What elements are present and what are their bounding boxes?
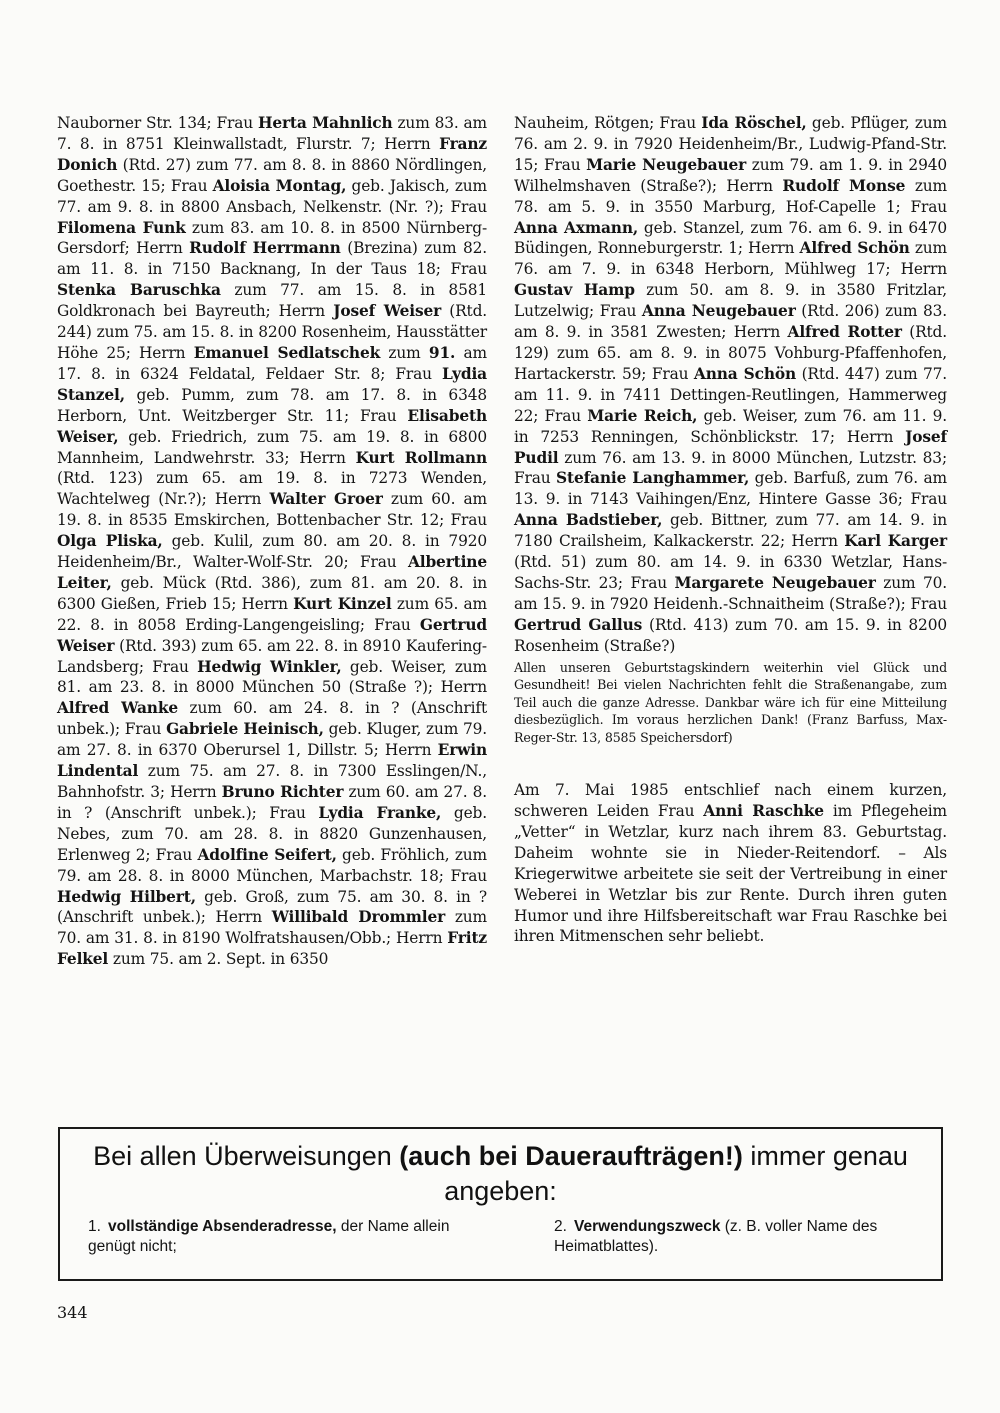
person-name: Alfred Schön <box>799 239 910 258</box>
person-name: Kurt Rollmann <box>355 448 487 467</box>
birthday-list-left <box>57 113 487 970</box>
entry-text: geb. Friedrich, zum 75. am 19. 8. in 6800 Mannheim, Landwehrstr. 33; Herrn <box>57 427 487 467</box>
entry-text: zum 60. am 19. 8. in 8535 Emskirchen, Bottenbacher Str. 12; Frau <box>57 490 487 530</box>
entry-text: Nauheim, Rötgen; Frau <box>514 114 702 132</box>
entry-text: im Pflegeheim „Vetter“ in Wetzlar, kurz nach ihrem 83. Geburtstag. Daheim wohnte sie in Nieder-Reitendorf. – Als Kriegerwitwe arbeitete sie seit der Vertreibung in einer Weberei in Wetzlar bis zur Rente. Durch ihren guten Humor und ihre Hilfsbereitschaft war Frau Raschke bei ihren Mitmenschen sehr beliebt. <box>514 801 948 946</box>
entry-text: zum <box>380 343 429 362</box>
notice-item-2-bold: Verwendungszweck <box>574 1218 721 1235</box>
person-name: Karl Karger <box>844 532 947 551</box>
person-name: Alfred Wanke <box>57 699 178 718</box>
person-name: Franz Donich <box>57 134 487 174</box>
person-name: Lydia Franke, <box>318 803 442 822</box>
entry-text: zum 75. am 27. 8. in 7300 Esslingen/N., Bahnhofstr. 3; Herrn <box>57 762 487 801</box>
entry-text: geb. Jakisch, zum 77. am 9. 8. in 8800 Ansbach, Nelkenstr. (Nr. ?); Frau <box>57 176 487 216</box>
entry-text: zum 79. am 1. 9. in 2940 Wilhelmshaven (Straße?); Herrn <box>514 155 947 195</box>
notice-item-2-text: (z. B. voller Name des Heimatblattes). <box>554 1218 878 1255</box>
entry-text: zum 78. am 5. 9. in 3550 Marburg, Hof-Capelle 1; Frau <box>514 176 947 216</box>
entry-text: (Rtd. 393) zum 65. am 22. 8. in 8910 Kaufering-Landsberg; Frau <box>57 636 487 676</box>
entry-text: zum 60. am 27. 8. in ? (Anschrift unbek.); Frau <box>57 783 487 822</box>
person-name: 91. <box>428 343 456 362</box>
entry-text: (Rtd. 129) zum 65. am 8. 9. in 8075 Vohburg-Pfaffenhofen, Hartackerstr. 59; Frau <box>514 323 948 383</box>
person-name: Herta Mahnlich <box>257 114 393 132</box>
entry-text: geb. Stanzel, zum 76. am 6. 9. in 6470 Büdingen, Ronneburgerstr. 1; Herrn <box>514 218 947 258</box>
entry-text: zum 77. am 15. 8. in 8581 Goldkronach bei Bayreuth; Herrn <box>57 281 487 321</box>
entry-text: Nauborner Str. 134; Frau <box>57 114 258 132</box>
notice-item-1-text: der Name allein genügt nicht; <box>88 1218 450 1255</box>
person-name: Fritz Felkel <box>57 929 487 969</box>
person-name: Rudolf Monse <box>782 176 906 195</box>
person-name: Marie Reich, <box>587 406 698 425</box>
person-name: Alfred Rotter <box>787 323 902 342</box>
notice-title <box>60 1139 941 1209</box>
entry-text: zum 70. am 31. 8. in 8190 Wolfratshausen/Obb.; Herrn <box>57 908 487 948</box>
person-name: Filomena Funk <box>57 218 186 237</box>
birthday-list-right <box>514 113 947 657</box>
person-name: Anna Schön <box>693 364 797 383</box>
entry-text: geb. Barfuß, zum 76. am 13. 9. in 7143 Vaihingen/Enz, Hintere Gasse 36; Frau <box>514 469 947 509</box>
entry-text: Am 7. Mai 1985 entschlief nach einem kurzen, schweren Leiden Frau <box>514 781 947 820</box>
person-name: Josef Pudil <box>514 427 947 467</box>
entry-text: zum 60. am 24. 8. in ? (Anschrift unbek.); Frau <box>57 699 487 739</box>
person-name: Gabriele Heinisch, <box>166 720 324 739</box>
person-name: Walter Groer <box>269 490 383 509</box>
entry-text: (Rtd. 413) zum 70. am 15. 9. in 8200 Rosenheim (Straße?) <box>514 615 947 655</box>
person-name: Gertrud Weiser <box>57 615 487 655</box>
person-name: Stefanie Langhammer, <box>556 469 750 488</box>
entry-text: am 17. 8. in 6324 Feldatal, Feldaer Str. 8; Frau <box>57 343 487 383</box>
person-name: Anna Neugebauer <box>641 302 796 321</box>
entry-text: geb. Groß, zum 75. am 30. 8. in ? (Anschrift unbek.); Herrn <box>57 887 487 927</box>
entry-text: geb. Pflüger, zum 76. am 2. 9. in 7920 Heidenheim/Br., Ludwig-Pfand-Str. 15; Frau <box>514 114 947 174</box>
entry-text: zum 76. am 7. 9. in 6348 Herborn, Mühlweg 17; Herrn <box>514 239 947 279</box>
entry-text: (Rtd. 244) zum 75. am 15. 8. in 8200 Rosenheim, Hausstätter Höhe 25; Herrn <box>57 302 488 362</box>
obituary <box>514 780 947 947</box>
entry-text: geb. Kulil, zum 80. am 20. 8. in 7920 Heidenheim/Br., Walter-Wolf-Str. 20; Frau <box>57 532 487 572</box>
person-name: Adolfine Seifert, <box>197 845 337 864</box>
person-name: Rudolf Herrmann <box>189 239 341 258</box>
notice-item-2-number: 2. <box>554 1218 567 1235</box>
closing-note: Allen unseren Geburtstagskindern weiterhin viel Glück und Gesundheit! Bei vielen Nachrichten fehlt die Straßenangabe, zum Teil auch die ganze Adresse. Dankbar wäre ich für eine Mitteilung diesbezüglich. Im voraus herzlichen Dank! (Franz Barfuss, Max-Reger-Str. 13, 8585 Speichersdorf) <box>514 659 947 745</box>
entry-text: (Rtd. 123) zum 65. am 19. 8. in 7273 Wenden, Wachtelweg (Nr.?); Herrn <box>57 469 487 509</box>
entry-text: geb. Mück (Rtd. 386), zum 81. am 20. 8. in 6300 Gießen, Frieb 15; Herrn <box>57 573 487 613</box>
person-name: Marie Neugebauer <box>586 155 747 174</box>
notice-title-bold: (auch bei Daueraufträgen!) <box>399 1141 743 1171</box>
person-name: Emanuel Sedlatschek <box>193 343 381 362</box>
notice-title-part1: Bei allen Überweisungen <box>93 1141 400 1171</box>
notice-title-part2: immer genau angeben: <box>444 1141 908 1206</box>
person-name: Aloisia Montag, <box>212 176 347 195</box>
entry-text: geb. Weiser, zum 81. am 23. 8. in 8000 München 50 (Straße ?); Herrn <box>57 657 487 697</box>
entry-text: geb. Nebes, zum 70. am 28. 8. in 8820 Gunzenhausen, Erlenweg 2; Frau <box>57 803 487 864</box>
entry-text: zum 76. am 13. 9. in 8000 München, Lutzstr. 83; Frau <box>514 448 947 488</box>
person-name: Ida Röschel, <box>701 114 807 132</box>
notice-item-1-number: 1. <box>88 1218 101 1235</box>
entry-text: (Rtd. 27) zum 77. am 8. 8. in 8860 Nördlingen, Goethestr. 15; Frau <box>57 155 487 195</box>
entry-text: geb. Kluger, zum 79. am 27. 8. in 6370 Oberursel 1, Dillstr. 5; Herrn <box>57 720 487 760</box>
entry-text: geb. Pumm, zum 78. am 17. 8. in 6348 Herborn, Unt. Weitzberger Str. 11; Frau <box>57 385 487 425</box>
notice-item-1-bold: vollständige Absenderadresse, <box>108 1218 337 1235</box>
person-name: Gustav Hamp <box>514 281 635 300</box>
person-name: Hedwig Hilbert, <box>57 887 196 906</box>
person-name: Josef Weiser <box>333 302 442 321</box>
entry-text: (Rtd. 206) zum 83. am 8. 9. in 3581 Zwesten; Herrn <box>514 302 947 342</box>
entry-text: geb. Bittner, zum 77. am 14. 9. in 7180 Crailsheim, Kalkackerstr. 22; Herrn <box>514 511 947 551</box>
notice-item-1 <box>88 1217 468 1257</box>
left-column <box>57 113 487 970</box>
person-name: Bruno Richter <box>221 783 344 801</box>
entry-text: zum 50. am 8. 9. in 3580 Fritzlar, Lutzelwig; Frau <box>514 281 947 321</box>
entry-text: geb. Fröhlich, zum 79. am 28. 8. in 8000 München, Marbachstr. 18; Frau <box>57 845 487 885</box>
person-name: Gertrud Gallus <box>514 615 643 634</box>
entry-text: zum 83. am 7. 8. in 8751 Kleinwallstadt, Flurstr. 7; Herrn <box>57 114 487 153</box>
person-name: Elisabeth Weiser, <box>57 406 487 446</box>
person-name: Anni Raschke <box>703 801 824 820</box>
person-name: Anna Badstieber, <box>514 511 663 530</box>
entry-text: (Brezina) zum 82. am 11. 8. in 7150 Backnang, In der Taus 18; Frau <box>57 239 487 279</box>
person-name: Willibald Drommler <box>271 908 446 927</box>
person-name: Erwin Lindental <box>57 741 487 781</box>
entry-text: zum 75. am 2. Sept. in 6350 <box>108 950 329 969</box>
person-name: Lydia Stanzel, <box>57 364 487 404</box>
person-name: Stenka Baruschka <box>57 281 221 300</box>
entry-text: zum 70. am 15. 9. in 7920 Heidenh.-Schnaitheim (Straße?); Frau <box>514 573 947 613</box>
person-name: Hedwig Winkler, <box>197 657 342 676</box>
entry-text: zum 83. am 10. 8. in 8500 Nürnberg-Gersdorf; Herrn <box>57 218 488 258</box>
person-name: Kurt Kinzel <box>293 594 392 613</box>
right-column <box>514 113 947 947</box>
person-name: Olga Pliska, <box>57 532 163 551</box>
person-name: Anna Axmann, <box>514 218 639 237</box>
entry-text: zum 65. am 22. 8. in 8058 Erding-Langengeisling; Frau <box>57 594 487 634</box>
person-name: Albertine Leiter, <box>57 553 487 592</box>
person-name: Margarete Neugebauer <box>674 573 876 592</box>
notice-item-2 <box>554 1217 934 1257</box>
entry-text: geb. Weiser, zum 76. am 11. 9. in 7253 Renningen, Schönblickstr. 17; Herrn <box>514 406 947 446</box>
entry-text: (Rtd. 51) zum 80. am 14. 9. in 6330 Wetzlar, Hans-Sachs-Str. 23; Frau <box>514 553 947 592</box>
transfer-notice-box <box>58 1127 943 1281</box>
page-number: 344 <box>57 1303 88 1322</box>
entry-text: (Rtd. 447) zum 77. am 11. 9. in 7411 Dettingen-Reutlingen, Hammerweg 22; Frau <box>514 364 947 425</box>
